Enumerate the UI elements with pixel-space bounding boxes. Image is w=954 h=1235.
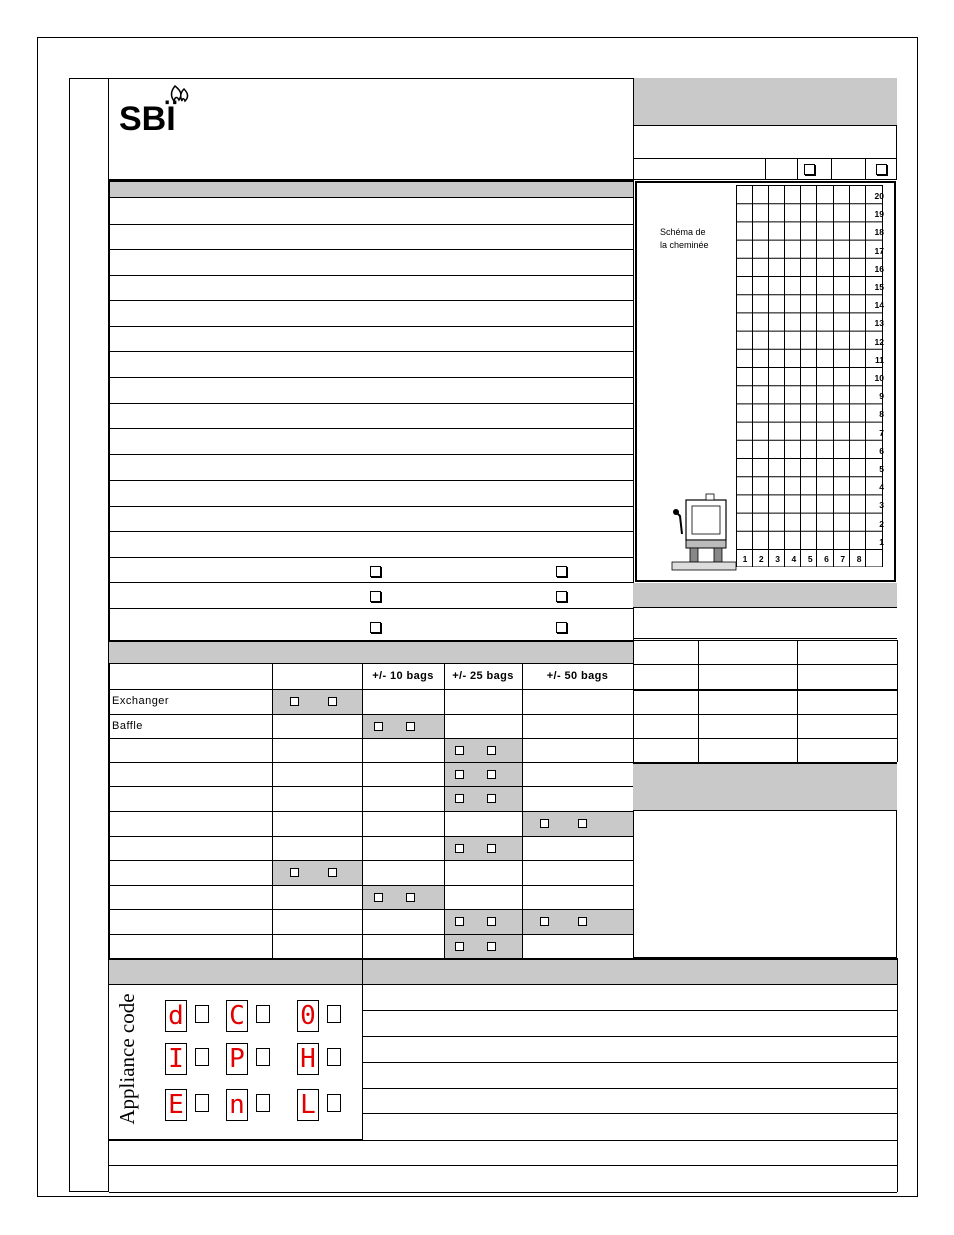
form-row-line xyxy=(109,506,633,507)
grid-col-number: 8 xyxy=(856,554,862,564)
table-row-label: Exchanger xyxy=(112,695,170,707)
right-table-col xyxy=(797,640,798,762)
right-table-row xyxy=(633,664,897,665)
right-table-row xyxy=(633,738,897,739)
grid-col-number: 5 xyxy=(807,554,813,564)
header-gray-box xyxy=(633,78,897,126)
form-row-line xyxy=(109,454,633,455)
table-row-line xyxy=(109,762,633,763)
table-checkbox[interactable] xyxy=(406,722,415,731)
grid-row-number: 9 xyxy=(879,391,884,402)
table-header-3: +/- 50 bags xyxy=(546,670,609,682)
table-checkbox[interactable] xyxy=(578,917,587,926)
table-row-line xyxy=(109,836,633,837)
table-checkbox[interactable] xyxy=(455,746,464,755)
code-display: C xyxy=(226,1000,248,1032)
option-checkbox-3a[interactable] xyxy=(370,622,381,633)
code-checkbox[interactable] xyxy=(256,1005,270,1023)
right-table-row xyxy=(633,640,897,641)
sbi-logo xyxy=(117,84,192,134)
code-display: I xyxy=(165,1043,187,1075)
grid-row-number: 13 xyxy=(874,318,884,329)
form-row-line xyxy=(109,582,633,583)
table-checkbox[interactable] xyxy=(455,794,464,803)
table-checkbox[interactable] xyxy=(328,697,337,706)
header-checkbox-2[interactable] xyxy=(876,164,887,175)
code-display: 0 xyxy=(297,1000,319,1032)
grid-col-number: 6 xyxy=(824,554,829,564)
table-header-1: +/- 10 bags xyxy=(372,670,434,682)
notes-line xyxy=(362,1062,897,1063)
grid-row-number: 15 xyxy=(874,282,884,292)
option-checkbox-1a[interactable] xyxy=(370,566,381,577)
code-checkbox[interactable] xyxy=(327,1094,341,1112)
form-row-line xyxy=(109,531,633,532)
grid-row-number: 19 xyxy=(874,209,884,220)
table-row-line xyxy=(109,860,633,861)
right-table-col xyxy=(633,640,634,762)
table-checkbox[interactable] xyxy=(328,868,337,877)
code-checkbox[interactable] xyxy=(195,1005,209,1023)
table-checkbox[interactable] xyxy=(374,893,383,902)
form-row-line xyxy=(109,249,633,250)
code-checkbox[interactable] xyxy=(256,1094,270,1112)
sketch-footer-gray xyxy=(633,583,897,608)
table-checkbox[interactable] xyxy=(487,770,496,779)
grid-row-number: 5 xyxy=(879,464,884,474)
grid-row-number: 8 xyxy=(879,409,884,420)
right-table-col xyxy=(897,640,898,762)
code-display: P xyxy=(226,1043,248,1075)
table-row-line xyxy=(109,786,633,787)
notes-line xyxy=(362,1036,897,1037)
form-row-line xyxy=(109,480,633,481)
table-row-label: Baffle xyxy=(112,720,143,732)
table-checkbox[interactable] xyxy=(578,819,587,828)
table-gray-cell xyxy=(273,690,362,714)
table-row-line xyxy=(109,738,633,739)
code-checkbox[interactable] xyxy=(327,1005,341,1023)
grid-col-number: 2 xyxy=(758,554,764,564)
table-checkbox[interactable] xyxy=(487,942,496,951)
form-row-line xyxy=(109,428,633,429)
notes-line xyxy=(362,1113,897,1114)
table-checkbox[interactable] xyxy=(455,917,464,926)
code-checkbox[interactable] xyxy=(195,1048,209,1066)
right-notes-area xyxy=(633,811,897,958)
grid-row-number: 20 xyxy=(874,191,884,201)
maintenance-section-header xyxy=(109,640,633,664)
grid-row-number: 18 xyxy=(874,227,884,238)
header-checkbox-1[interactable] xyxy=(804,164,815,175)
form-row-line xyxy=(109,377,633,378)
grid-col-number: 1 xyxy=(742,554,748,564)
grid-col-number: 4 xyxy=(791,554,797,564)
table-checkbox[interactable] xyxy=(540,819,549,828)
table-checkbox[interactable] xyxy=(290,697,299,706)
form-row-line xyxy=(109,275,633,276)
table-header-2: +/- 25 bags xyxy=(452,670,514,682)
grid-row-number: 10 xyxy=(874,373,884,383)
code-display: n xyxy=(226,1089,248,1121)
form-row-line xyxy=(109,224,633,225)
form-row-line xyxy=(109,300,633,301)
notes-line xyxy=(362,1088,897,1089)
code-display: d xyxy=(165,1000,187,1032)
option-checkbox-1b[interactable] xyxy=(556,566,567,577)
table-checkbox[interactable] xyxy=(290,868,299,877)
svg-text:SBÏ: SBÏ xyxy=(119,100,176,134)
code-display: L xyxy=(297,1089,319,1121)
table-row-line xyxy=(109,934,633,935)
table-checkbox[interactable] xyxy=(487,794,496,803)
grid-row-number: 12 xyxy=(874,336,884,347)
form-row-line xyxy=(109,351,633,352)
grid-row-number: 6 xyxy=(879,445,884,456)
code-display: E xyxy=(165,1089,187,1121)
grid-row-number: 1 xyxy=(879,536,884,547)
table-checkbox[interactable] xyxy=(487,746,496,755)
option-checkbox-2b[interactable] xyxy=(556,591,567,602)
table-checkbox[interactable] xyxy=(374,722,383,731)
grid-row-number: 3 xyxy=(879,500,884,511)
option-checkbox-3b[interactable] xyxy=(556,622,567,633)
table-checkbox[interactable] xyxy=(455,844,464,853)
right-table-row xyxy=(633,714,897,715)
form-row-line xyxy=(109,326,633,327)
table-row-line xyxy=(109,689,633,690)
grid-col-number: 3 xyxy=(775,554,780,564)
table-checkbox[interactable] xyxy=(487,844,496,853)
form-row-line xyxy=(109,557,633,558)
flame-icon xyxy=(172,86,188,101)
grid-row-number: 2 xyxy=(879,518,884,529)
grid-row-number: 14 xyxy=(874,300,884,311)
grid-row-number: 17 xyxy=(874,245,884,256)
code-checkbox[interactable] xyxy=(256,1048,270,1066)
left-margin-column xyxy=(69,78,109,1192)
sketch-title-line1: Schéma de xyxy=(660,227,706,237)
form-row-line xyxy=(109,403,633,404)
appliance-code-title: Appliance code xyxy=(115,993,139,1125)
form-row-line xyxy=(109,608,633,609)
right-table-col xyxy=(698,640,699,762)
code-checkbox[interactable] xyxy=(195,1094,209,1112)
table-checkbox[interactable] xyxy=(406,893,415,902)
appliance-section-header xyxy=(109,958,897,985)
table-checkbox[interactable] xyxy=(540,917,549,926)
right-table-row xyxy=(633,689,897,691)
notes-line xyxy=(362,1010,897,1011)
grid-row-number: 11 xyxy=(875,354,884,365)
right-gray-box xyxy=(633,762,897,811)
sketch-title-line2: la cheminée xyxy=(660,240,709,250)
table-checkbox[interactable] xyxy=(455,942,464,951)
grid-row-number: 16 xyxy=(874,263,884,274)
chimney-grid xyxy=(736,185,886,567)
grid-row-number: 7 xyxy=(879,427,884,438)
code-checkbox[interactable] xyxy=(327,1048,341,1066)
form-left-border xyxy=(109,180,110,640)
grid-col-number: 7 xyxy=(840,554,846,564)
table-checkbox[interactable] xyxy=(487,917,496,926)
code-display: H xyxy=(297,1043,319,1075)
form-section-header xyxy=(109,180,633,198)
stove-icon xyxy=(670,492,738,574)
option-checkbox-2a[interactable] xyxy=(370,591,381,602)
grid-row-number: 4 xyxy=(879,482,884,493)
table-checkbox[interactable] xyxy=(455,770,464,779)
table-gray-cell xyxy=(273,861,362,885)
